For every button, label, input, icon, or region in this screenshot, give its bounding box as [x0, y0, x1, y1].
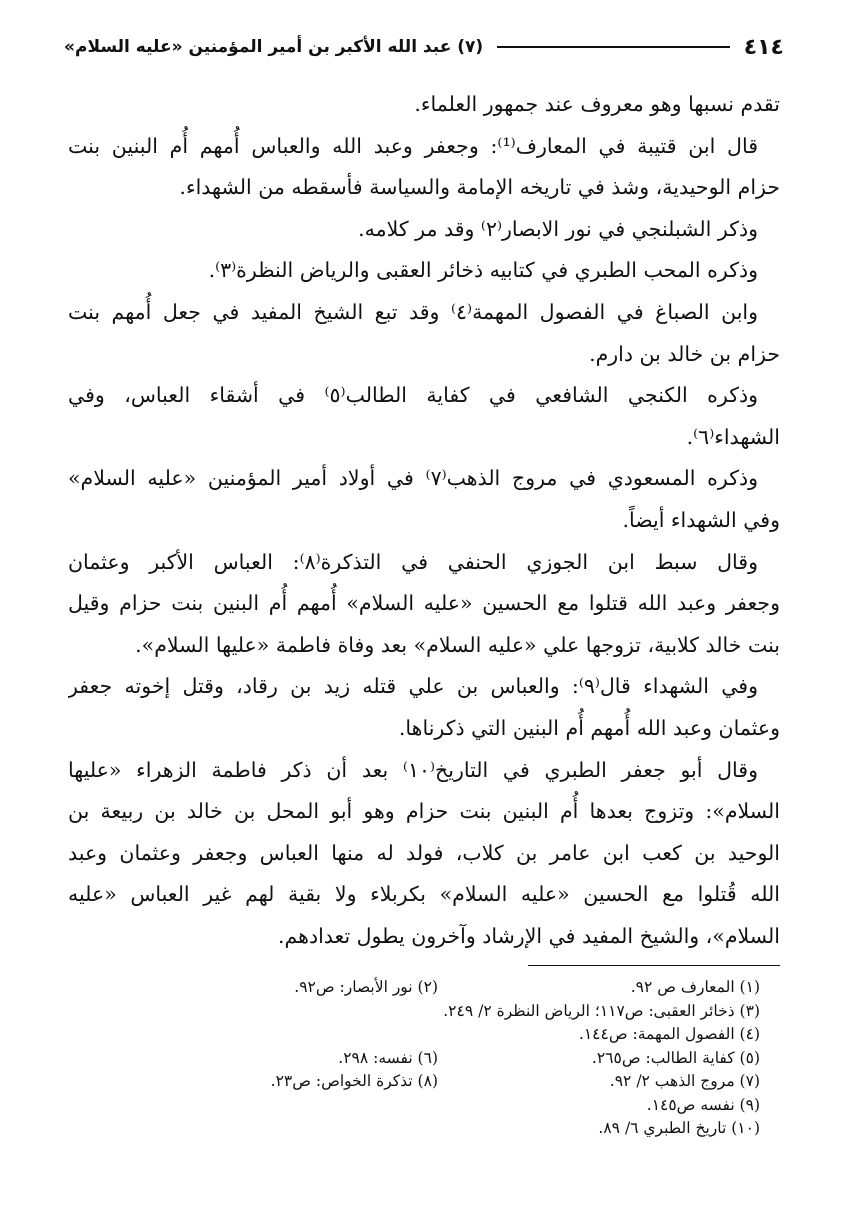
text-line: وعثمان وعبد الله أُمهم أُم البنين التي ذكرناها. [398, 715, 780, 740]
footnote-separator [528, 965, 780, 966]
text-line: الله قُتلوا مع الحسين «عليه السلام» بكربلاء ولا بقية لهم غير العباس «عليه [68, 882, 780, 907]
footnote-row [68, 1000, 760, 1024]
footnote-row [68, 1070, 760, 1094]
footnote: (٦) نفسه: ٢٩٨. [338, 1048, 438, 1067]
text-line: وذكر الشبلنجي في نور الابصار⁽٢⁾ وقد مر كلامه. [358, 216, 758, 241]
footnote: (٧) مروج الذهب ٢/ ٩٢. [609, 1072, 760, 1090]
footnote-row [68, 1047, 760, 1071]
footnote: (١٠) تاريخ الطبري ٦/ ٨٩. [598, 1119, 760, 1137]
header-rule [497, 46, 730, 48]
text-line: وذكره المسعودي في مروج الذهب⁽٧⁾ في أولاد أمير المؤمنين «عليه السلام» [68, 466, 758, 491]
running-title: (٧) عبد الله الأكبر بن أمير المؤمنين «عليه السلام» [64, 37, 484, 57]
text-line: تقدم نسبها وهو معروف عند جمهور العلماء. [414, 92, 780, 116]
text-line: الوحيد بن كعب ابن عامر بن كلاب، فولد له منها العباس وجعفر وعثمان وعبد [68, 840, 780, 865]
footnote: (٥) كفاية الطالب: ص٢٦٥. [591, 1048, 760, 1067]
footnote: (٩) نفسه ص١٤٥. [646, 1095, 760, 1114]
page-header [64, 30, 784, 64]
footnote: (٢) نور الأبصار: ص٩٢. [294, 978, 438, 996]
text-line: وجعفر وعبد الله قتلوا مع الحسين «عليه السلام» أُمهم أُم البنين بنت حزام وقيل [68, 591, 780, 616]
text-line: وذكره المحب الطبري في كتابيه ذخائر العقبى والرياض النظرة⁽٣⁾. [208, 258, 758, 283]
main-text [68, 84, 780, 957]
footnote-row [68, 1023, 760, 1047]
text-line: وقال سبط ابن الجوزي الحنفي في التذكرة⁽٨⁾: العباس الأكبر وعثمان [68, 549, 758, 574]
text-line: السلام»، والشيخ المفيد في الإرشاد وآخرون يطول تعدادهم. [278, 923, 780, 948]
text-line: حزام الوحيدية، وشذ في تاريخه الإمامة والسياسة فأسقطه من الشهداء. [179, 175, 780, 200]
footnote: (٤) الفصول المهمة: ص١٤٤. [578, 1025, 760, 1043]
footnote-row [68, 1117, 760, 1141]
text-line: وقال أبو جعفر الطبري في التاريخ⁽١٠⁾ بعد أن ذكر فاطمة الزهراء «عليها [68, 757, 759, 782]
footnote: (٨) تذكرة الخواص: ص٢٣. [270, 1072, 438, 1090]
page-number: ٤١٤ [743, 34, 784, 60]
text-line: بنت خالد كلابية، تزوجها علي «عليه السلام» بعد وفاة فاطمة «عليها السلام». [135, 632, 780, 657]
footnote: (١) المعارف ص ٩٢. [630, 978, 760, 996]
text-line: السلام»: وتزوج بعدها أُم البنين بنت حزام وهو أبو المحل بن خالد بن ربيعة بن [68, 799, 780, 824]
footnotes [68, 976, 760, 1141]
footnote-row [68, 976, 760, 1000]
text-line: وفي الشهداء قال⁽٩⁾: والعباس بن علي قتله زيد بن رقاد، وقتل إخوته جعفر [68, 674, 758, 699]
footnote: (٣) ذخائر العقبى: ص١١٧؛ الرياض النظرة ٢/ ٢٤٩. [443, 1001, 760, 1020]
text-line: وذكره الكنجي الشافعي في كفاية الطالب⁽٥⁾ في أشقاء العباس، وفي [68, 383, 758, 408]
text-line: وفي الشهداء أيضاً. [622, 507, 780, 532]
text-line: الشهداء⁽٦⁾. [686, 424, 780, 449]
footnote-row [68, 1094, 760, 1118]
text-line: قال ابن قتيبة في المعارف⁽¹⁾: وجعفر وعبد الله والعباس أُمهم أُم البنين بنت [68, 133, 758, 158]
text-line: وابن الصباغ في الفصول المهمة⁽٤⁾ وقد تبع الشيخ المفيد في جعل أُمهم بنت [68, 299, 758, 324]
text-line: حزام بن خالد بن دارم. [589, 341, 780, 366]
